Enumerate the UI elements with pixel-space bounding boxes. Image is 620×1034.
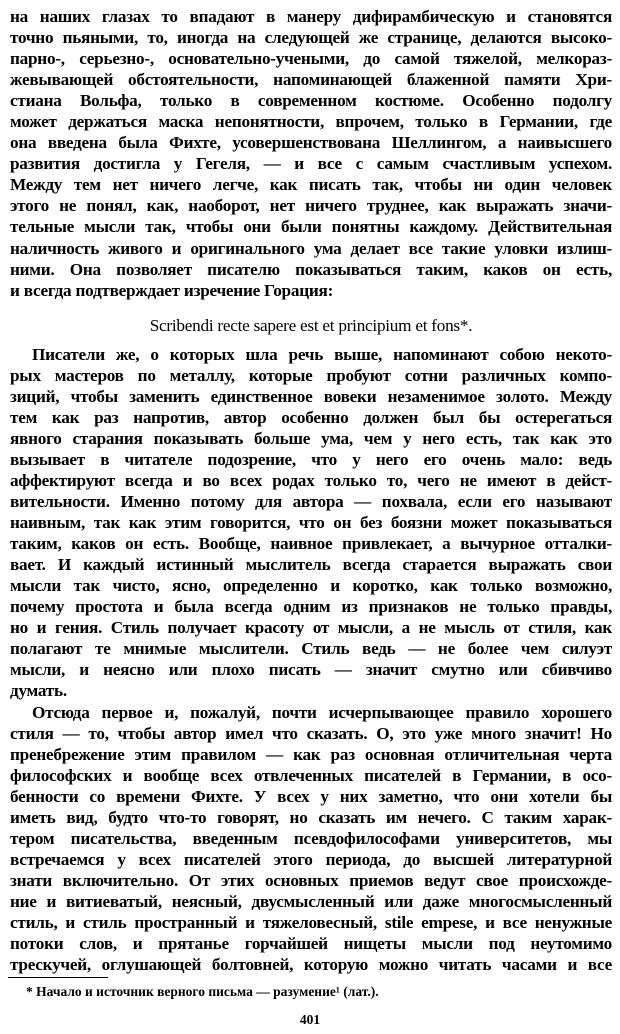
text-line: встречаемся у всех писателей этого периода, до высшей литературной bbox=[10, 849, 612, 869]
text-line: знати включительно. От этих основных приемов ведут свое происхожде- bbox=[10, 870, 612, 890]
text-line: ние и витиеватый, неясный, двусмысленный или даже многосмысленный bbox=[10, 891, 612, 911]
text-line: жевывающей обстоятельности, напоминающей блаженной памяти Хри- bbox=[10, 70, 612, 90]
footnote: * Начало и источник верного письма — разумение¹ (лат.). bbox=[26, 984, 379, 999]
text-line: она введена была Фихте, усовершенствована Шеллингом, а наивысшего bbox=[10, 133, 612, 153]
text-line: зиций, чтобы заменить единственное вовеки незаменимое золото. Между bbox=[10, 386, 612, 406]
text-line: наивным, так как этим говорится, что он без боязни может показываться bbox=[10, 513, 612, 533]
blank-line bbox=[10, 301, 612, 315]
text-line: наличность живого и оригинального ума делает все такие уловки излиш- bbox=[10, 238, 612, 258]
text-line: Между тем нет ничего легче, как писать так, чтобы ни один человек bbox=[10, 175, 612, 195]
text-line: развития достигла у Гегеля, — и все с самым счастливым успехом. bbox=[10, 154, 612, 174]
text-line: ними. Она позволяет писателю показываться таким, каков он есть, bbox=[10, 259, 612, 279]
text-line: аффектируют всегда и во всех родах только то, чего не имеют в дейст- bbox=[10, 470, 612, 490]
text-line: трескучей, оглушающей болтовней, которую можно читать часами и все bbox=[10, 955, 612, 975]
text-line: стиана Вольфа, только в современном костюме. Особенно подолгу bbox=[10, 91, 612, 111]
text-line: тельные мысли так, чтобы они были понятны каждому. Действительная bbox=[10, 217, 612, 237]
text-line: Писатели же, о которых шла речь выше, напоминают собою некото- bbox=[32, 344, 612, 364]
text-line: вает. И каждый истинный мыслитель всегда старается выражать свои bbox=[10, 555, 612, 575]
text-line: рых мастеров по металлу, которые пробуют сотни различных компо- bbox=[10, 365, 612, 385]
text-line: почему простота и была всегда одним из признаков не только правды, bbox=[10, 597, 612, 617]
text-line: философских и вообще всех отвлеченных писателей в Германии, в осо- bbox=[10, 765, 612, 785]
page-number: 401 bbox=[299, 1012, 321, 1027]
blank-line bbox=[10, 336, 612, 344]
text-line: этого не понял, как, наоборот, нет ничего труднее, как выражать значи- bbox=[10, 196, 612, 216]
text-line: пренебрежение этим правилом — как раз основная отличительная черта bbox=[10, 744, 612, 764]
body-text bbox=[10, 6, 612, 975]
text-line: стиля — то, чтобы автор имел что сказать. О, это уже много значит! Но bbox=[10, 723, 612, 743]
text-line: таким, каков он есть. Вообще, наивное привлекает, а вычурное отталки- bbox=[10, 534, 612, 554]
text-line: и всегда подтверждает изречение Горация: bbox=[10, 280, 334, 300]
text-line: вызывает в читателе подозрение, что у него его очень мало: ведь bbox=[10, 449, 612, 469]
text-line: точно пьяными, то, иногда на следующей же странице, делаются высоко- bbox=[10, 28, 612, 48]
text-line: думать. bbox=[10, 681, 67, 701]
text-line: но и гения. Стиль получает красоту от мысли, а не мысль от стиля, как bbox=[10, 618, 612, 638]
text-line: тем как раз напротив, автор особенно должен был бы остерегаться bbox=[10, 407, 612, 427]
text-line: Отсюда первое и, пожалуй, почти исчерпывающее правило хорошего bbox=[32, 702, 612, 722]
text-line: стиль, и стиль пространный и тяжеловесный, stile empese, и все ненужные bbox=[10, 912, 612, 932]
text-line: явного старания показывать больше ума, чем у него есть, так как это bbox=[10, 428, 612, 448]
text-line: потоки слов, и прятанье горчайшей нищеты мысли под неутомимо bbox=[10, 934, 612, 954]
text-line: вительности. Именно потому для автора — похвала, если его называют bbox=[10, 492, 612, 512]
text-line: может держаться маска непонятности, впрочем, только в Германии, где bbox=[10, 112, 612, 132]
text-line: на наших глазах то впадают в манеру дифирамбическую и становятся bbox=[10, 7, 612, 26]
text-line: парно-, серьезно-, основательно-учеными, до самой тяжелой, мелкораз- bbox=[10, 49, 612, 69]
footnote-divider bbox=[8, 977, 108, 978]
text-line: мысли так чисто, ясно, определенно и коротко, как только возможно, bbox=[10, 576, 612, 596]
text-line: тером писательства, введенным псевдофилософами университетов, мы bbox=[10, 828, 612, 848]
text-line: бенности со времени Фихте. У всех у них заметно, что они хотели бы bbox=[10, 786, 612, 806]
text-line: иметь вид, будто что-то говорят, но сказать им нечего. С таким харак- bbox=[10, 807, 612, 827]
text-line: полагают те мнимые мыслители. Стиль ведь — не более чем силуэт bbox=[10, 639, 612, 659]
text-line: мысли, и неясно или плохо писать — значит смутно или сбивчиво bbox=[10, 660, 612, 680]
latin-quote: Scribendi recte sapere est et principium et fons*. bbox=[149, 315, 473, 335]
